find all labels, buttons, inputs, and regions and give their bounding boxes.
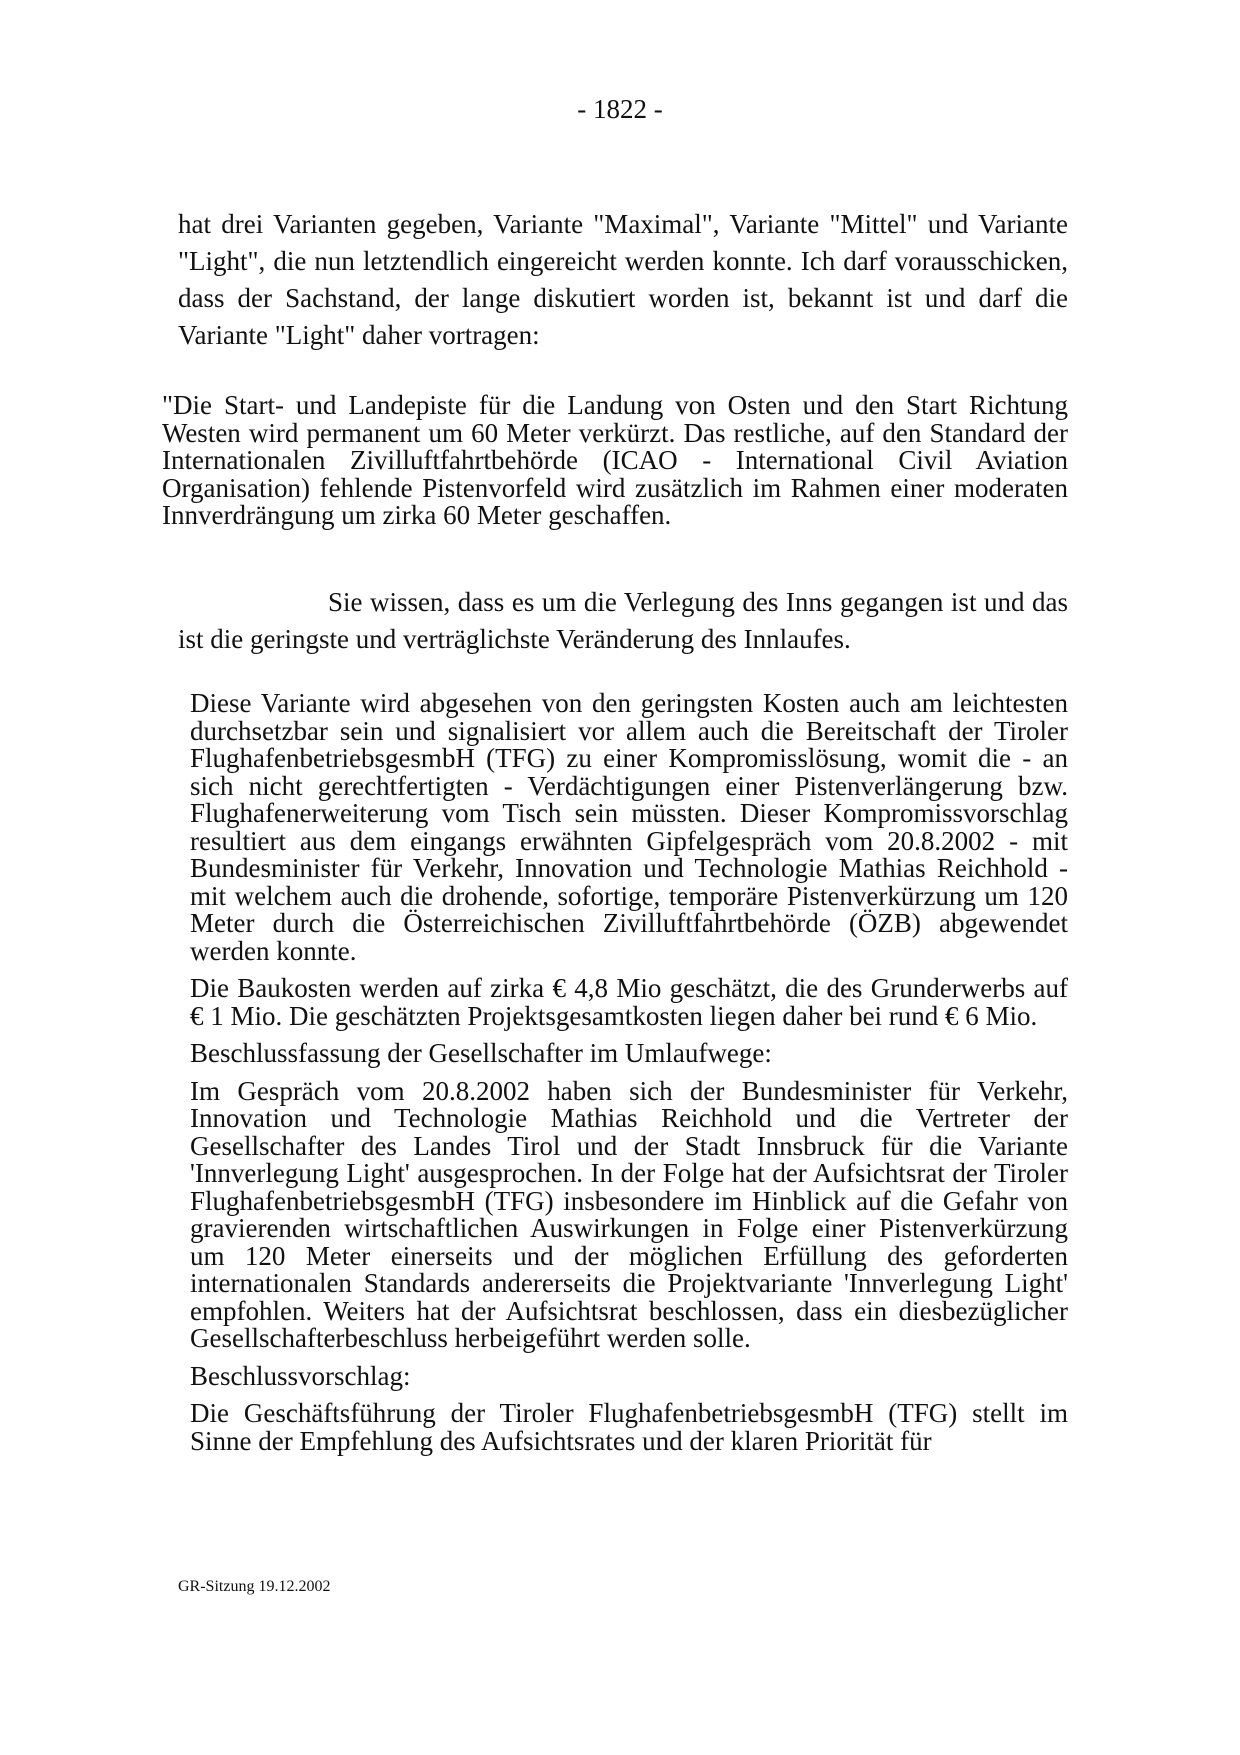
attachment-heading: Beschlussfassung der Gesellschafter im Umlaufwege:	[190, 1038, 772, 1068]
intro-paragraph: hat drei Varianten gegeben, Variante "Maximal", Variante "Mittel" und Variante "Light", die nun letztendlich eingereicht werden konnte. Ich darf vorausschicken, dass der Sachstand, der lange diskutiert worden ist, bekannt ist und darf die Variante "Light" daher vortragen:	[178, 209, 1068, 350]
transition-paragraph: Sie wissen, dass es um die Verlegung des Inns gegangen ist und das ist die geringste und verträglichste Veränderung des Innlaufes.	[178, 587, 1068, 654]
attachment-block	[190, 690, 1068, 1465]
footer-session-date: GR-Sitzung 19.12.2002	[178, 1578, 331, 1595]
attachment-paragraph: Diese Variante wird abgesehen von den geringsten Kosten auch am leichtesten durchsetzbar sein und signalisiert vor allem auch die Bereitschaft der Tiroler FlughafenbetriebsgesmbH (TFG) zu einer Kompromisslösung, womit die - an sich nicht gerechtfertigten - Verdächtigungen einer Pistenverlängerung bzw. Flughafenerweiterung vom Tisch sein müssten. Dieser Kompromissvorschlag resultiert aus dem eingangs erwähnten Gipfelgespräch vom 20.8.2002 - mit Bundesminister für Verkehr, Innovation und Technologie Mathias Reichhold - mit welchem auch die drohende, sofortige, temporäre Pistenverkürzung um 120 Meter durch die Österreichischen Zivilluftfahrtbehörde (ÖZB) abgewendet werden konnte.	[190, 688, 1068, 966]
attachment-paragraph: Im Gespräch vom 20.8.2002 haben sich der Bundesminister für Verkehr, Innovation und Technologie Mathias Reichhold und die Vertreter der Gesellschafter des Landes Tirol und der Stadt Innsbruck für die Variante 'Innverlegung Light' ausgesprochen. In der Folge hat der Aufsichtsrat der Tiroler FlughafenbetriebsgesmbH (TFG) insbesondere im Hinblick auf die Gefahr von gravierenden wirtschaftlichen Auswirkungen in Folge einer Pistenverkürzung um 120 Meter einerseits und der möglichen Erfüllung des geforderten internationalen Standards andererseits die Projektvariante 'Innverlegung Light' empfohlen. Weiters hat der Aufsichtsrat beschlossen, dass ein diesbezüglicher Gesellschafterbeschluss herbeigeführt werden solle.	[190, 1075, 1068, 1353]
quoted-proposal: "Die Start- und Landepiste für die Landung von Osten und den Start Richtung Westen wird permanent um 60 Meter verkürzt. Das restliche, auf den Standard der Internationalen Zivilluftfahrtbehörde (ICAO - International Civil Aviation Organisation) fehlende Pistenvorfeld wird zusätzlich im Rahmen einer moderaten Innverdrängung um zirka 60 Meter geschaffen.	[162, 390, 1068, 530]
attachment-paragraph: Die Baukosten werden auf zirka € 4,8 Mio geschätzt, die des Grunderwerbs auf € 1 Mio. Die geschätzten Projektsgesamtkosten liegen daher bei rund € 6 Mio.	[190, 973, 1068, 1031]
attachment-heading: Beschlussvorschlag:	[190, 1360, 411, 1391]
page-number: - 1822 -	[577, 94, 663, 124]
attachment-paragraph: Die Geschäftsführung der Tiroler FlughafenbetriebsgesmbH (TFG) stellt im Sinne der Empfehlung des Aufsichtsrates und der klaren Priorität für	[190, 1398, 1068, 1456]
